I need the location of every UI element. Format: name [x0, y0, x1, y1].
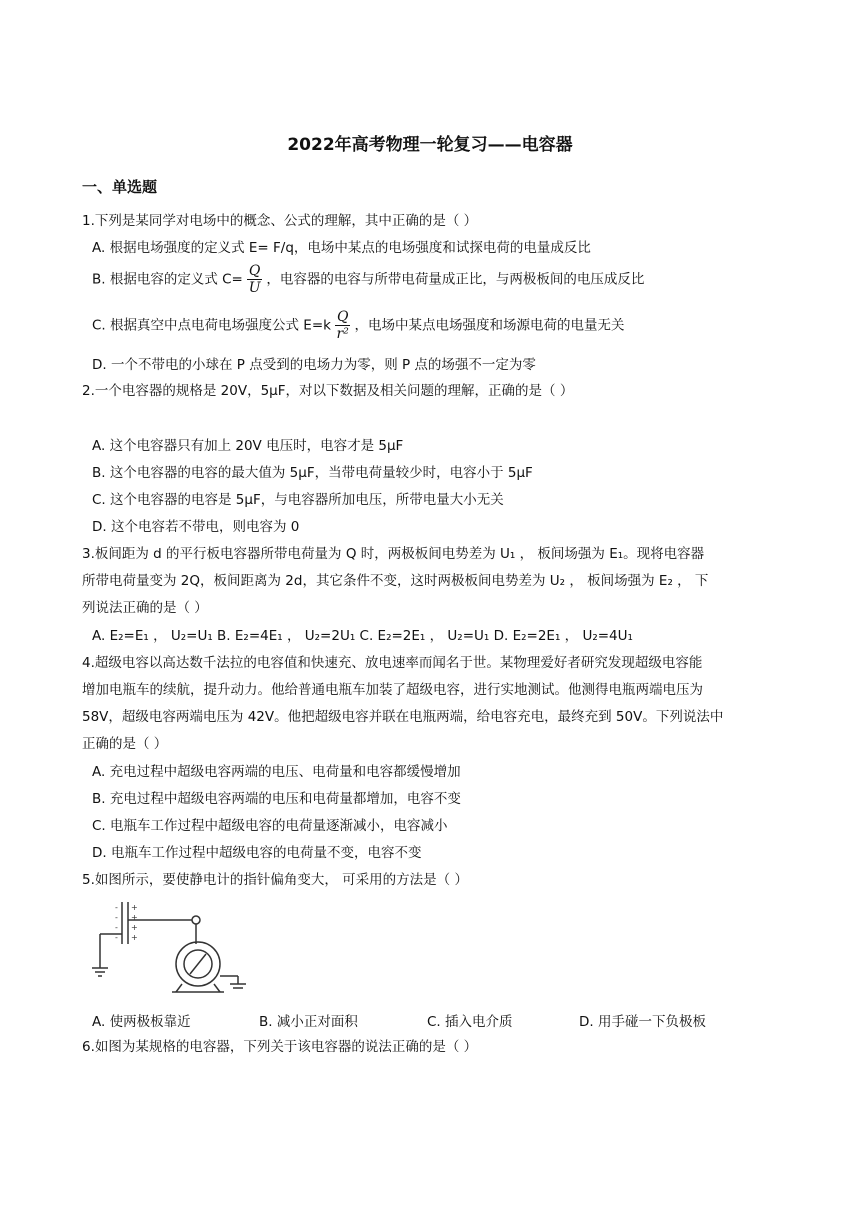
q5-stem: 5.如图所示，要使静电计的指针偏角变大， 可采用的方法是（ ） [82, 872, 468, 888]
q1-stem: 1.下列是某同学对电场中的概念、公式的理解，其中正确的是（ ） [82, 213, 478, 229]
q1-option-b [92, 263, 644, 296]
q5-option-a: A. 使两极板靠近 [92, 1014, 191, 1030]
svg-text:-: - [115, 913, 118, 922]
q1-option-c-prefix: C. 根据真空中点电荷电场强度公式 E=k [92, 317, 331, 334]
q1-option-b-suffix: ，电容器的电容与所带电荷量成正比，与两极板间的电压成反比 [266, 271, 645, 288]
q1-option-c [92, 309, 624, 342]
q4-stem-line1: 4.超级电容以高达数千法拉的电容值和快速充、放电速率而闻名于世。某物理爱好者研究发现超级电容能 [82, 655, 703, 671]
q4-stem-line2: 增加电瓶车的续航，提升动力。他给普通电瓶车加装了超级电容，进行实地测试。他测得电瓶两端电压为 [82, 682, 703, 698]
q2-option-c: C. 这个电容器的电容是 5μF，与电容器所加电压，所带电量大小无关 [92, 492, 504, 508]
q4-option-b: B. 充电过程中超级电容两端的电压和电荷量都增加，电容不变 [92, 791, 461, 807]
q3-stem-line1: 3.板间距为 d 的平行板电容器所带电荷量为 Q 时，两极板间电势差为 U₁ ， 板间场强为 E₁。现将电容器 [82, 546, 705, 562]
q1-option-d: D. 一个不带电的小球在 P 点受到的电场力为零，则 P 点的场强不一定为零 [92, 357, 536, 373]
q6-stem: 6.如图为某规格的电容器，下列关于该电容器的说法正确的是（ ） [82, 1039, 478, 1055]
q5-option-b: B. 减小正对面积 [259, 1014, 358, 1030]
capacitance-fraction [247, 263, 262, 296]
svg-text:-: - [115, 903, 118, 912]
page-title: 2022年高考物理一轮复习——电容器 [287, 135, 573, 155]
q4-stem-line4: 正确的是（ ） [82, 736, 168, 752]
svg-text:+: + [131, 923, 138, 932]
q2-option-d: D. 这个电容若不带电，则电容为 0 [92, 519, 300, 535]
svg-text:+: + [131, 913, 138, 922]
q3-stem-line2: 所带电荷量变为 2Q，板间距离为 2d，其它条件不变，这时两极板间电势差为 U₂ ， 板间场强为 E₂ ， 下 [82, 573, 709, 589]
fraction-numerator: Q [248, 263, 261, 279]
svg-text:+: + [131, 903, 138, 912]
q2-option-b: B. 这个电容器的电容的最大值为 5μF，当带电荷量较少时，电容小于 5μF [92, 465, 533, 481]
q4-stem-line3: 58V，超级电容两端电压为 42V。他把超级电容并联在电瓶两端，给电容充电，最终充到 50V。下列说法中 [82, 709, 724, 725]
fraction-denominator: U [248, 280, 261, 296]
q2-stem: 2.一个电容器的规格是 20V，5μF，对以下数据及相关问题的理解，正确的是（ ） [82, 383, 574, 399]
q4-option-a: A. 充电过程中超级电容两端的电压、电荷量和电容都缓慢增加 [92, 764, 461, 780]
svg-text:-: - [115, 923, 118, 932]
field-fraction [335, 309, 350, 342]
q3-stem-line3: 列说法正确的是（ ） [82, 600, 208, 616]
q1-option-c-suffix: ，电场中某点电场强度和场源电荷的电量无关 [354, 317, 625, 334]
section-heading: 一、单选题 [82, 178, 158, 196]
svg-text:-: - [115, 933, 118, 942]
fraction-numerator: Q [336, 309, 349, 325]
q1-option-a: A. 根据电场强度的定义式 E= F/q，电场中某点的电场强度和试探电荷的电量成反比 [92, 240, 591, 256]
q3-options: A. E₂=E₁ ， U₂=U₁ B. E₂=4E₁ ， U₂=2U₁ C. E₂=2E₁ ， U₂=U₁ D. E₂=2E₁ ， U₂=4U₁ [92, 628, 633, 644]
q4-option-c: C. 电瓶车工作过程中超级电容的电荷量逐渐减小，电容减小 [92, 818, 448, 834]
q2-option-a: A. 这个电容器只有加上 20V 电压时，电容才是 5μF [92, 438, 404, 454]
svg-text:+: + [131, 933, 138, 942]
q5-options [92, 1010, 706, 1030]
electroscope-capacitor-diagram [88, 896, 248, 996]
q5-option-d: D. 用手碰一下负极板 [579, 1014, 706, 1030]
q1-option-b-prefix: B. 根据电容的定义式 C= [92, 271, 243, 288]
fraction-denominator: r² [336, 326, 349, 342]
q4-option-d: D. 电瓶车工作过程中超级电容的电荷量不变，电容不变 [92, 845, 422, 861]
q5-option-c: C. 插入电介质 [427, 1014, 513, 1030]
